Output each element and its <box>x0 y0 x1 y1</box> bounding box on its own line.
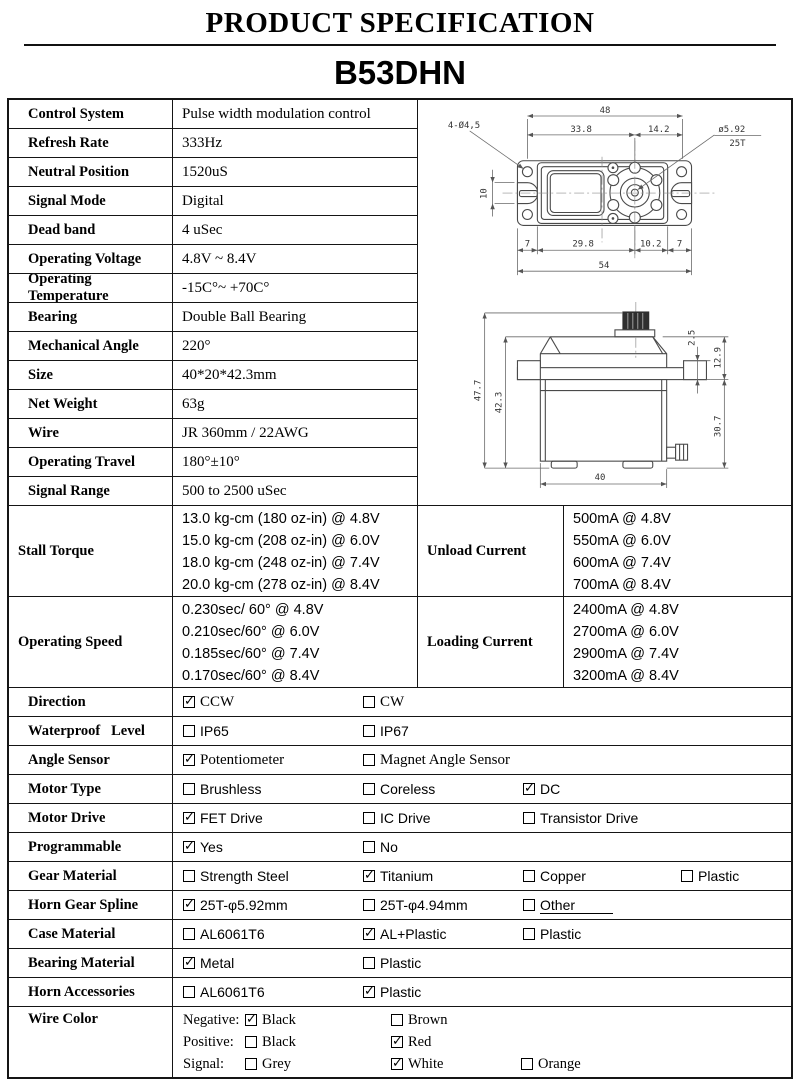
checkbox-option[interactable] <box>363 984 523 1000</box>
checkbox-icon[interactable]: ✓ <box>524 781 535 796</box>
option-label: Black <box>262 1011 296 1028</box>
checkbox-option[interactable] <box>363 926 523 942</box>
spec-value: 180°±10° <box>173 448 418 477</box>
option-label: No <box>380 839 398 855</box>
checkbox-icon[interactable] <box>183 725 195 737</box>
dimension-label: 2.5 <box>687 329 698 346</box>
spec-value-list <box>564 506 791 597</box>
checkbox-icon[interactable] <box>391 1014 403 1026</box>
option-group <box>173 833 791 862</box>
checkbox-option[interactable] <box>363 781 523 797</box>
spec-label: Unload Current <box>418 506 564 597</box>
spec-label: Waterproof Level <box>9 717 173 746</box>
checkbox-icon[interactable] <box>363 783 375 795</box>
checkbox-option[interactable] <box>183 984 363 1000</box>
option-label: Brushless <box>200 781 262 797</box>
option-label: 25T-φ5.92mm <box>200 897 288 913</box>
option-label: CW <box>380 693 405 710</box>
checkbox-option[interactable] <box>245 1056 391 1073</box>
spec-label: Angle Sensor <box>9 746 173 775</box>
checkbox-option[interactable] <box>245 1012 391 1029</box>
checkbox-icon[interactable]: ✓ <box>246 1012 257 1027</box>
checkbox-icon[interactable] <box>523 899 535 911</box>
option-label: Copper <box>540 868 586 884</box>
checkbox-option[interactable] <box>391 1012 521 1029</box>
checkbox-option[interactable] <box>183 810 363 826</box>
servo-technical-drawing <box>418 100 791 506</box>
model-name: B53DHN <box>333 54 467 91</box>
option-label: Potentiometer <box>200 751 285 768</box>
value-line: 2400mA @ 4.8V <box>573 602 679 618</box>
option-group <box>173 920 791 949</box>
spec-label: Bearing <box>9 303 173 332</box>
checkbox-option[interactable] <box>363 723 523 739</box>
checkbox-icon[interactable] <box>183 783 195 795</box>
option-group <box>173 717 791 746</box>
checkbox-icon[interactable] <box>363 725 375 737</box>
option-label: IP65 <box>200 723 229 739</box>
checkbox-option[interactable] <box>523 897 681 914</box>
value-line: 0.210sec/60° @ 6.0V <box>182 624 320 640</box>
dimension-label: 14.2 <box>647 124 670 135</box>
checkbox-icon[interactable] <box>363 696 375 708</box>
spec-value: Double Ball Bearing <box>173 303 418 332</box>
page-title: PRODUCT SPECIFICATION <box>205 7 595 39</box>
checkbox-option[interactable] <box>523 926 681 942</box>
option-label: Transistor Drive <box>540 810 639 826</box>
option-label: Metal <box>200 955 235 971</box>
option-label: Brown <box>408 1011 448 1028</box>
spec-value: 500 to 2500 uSec <box>173 477 418 506</box>
wire-color-section <box>9 1007 791 1077</box>
checkbox-icon[interactable] <box>363 812 375 824</box>
dimension-label: 10 <box>479 188 490 199</box>
checkbox-icon[interactable] <box>363 841 375 853</box>
option-label: Titanium <box>380 868 434 884</box>
spec-table <box>7 98 793 1079</box>
value-line: 700mA @ 8.4V <box>573 577 671 593</box>
checkbox-option[interactable] <box>245 1034 391 1051</box>
spec-label: Motor Type <box>9 775 173 804</box>
spec-label: Loading Current <box>418 597 564 688</box>
checkbox-icon[interactable] <box>183 986 195 998</box>
checkbox-option[interactable] <box>363 868 523 884</box>
checkbox-option[interactable] <box>183 955 363 971</box>
option-label: Red <box>408 1033 432 1050</box>
spec-label: Size <box>9 361 173 390</box>
value-line: 20.0 kg-cm (278 oz-in) @ 8.4V <box>182 577 380 593</box>
checkbox-icon[interactable] <box>363 957 375 969</box>
option-group <box>173 746 791 775</box>
dimension-label: 4-Ø4,5 <box>447 120 481 131</box>
option-label: IP67 <box>380 723 409 739</box>
dimension-label: 40 <box>594 473 606 484</box>
title-divider <box>24 44 776 46</box>
checkbox-icon[interactable] <box>681 870 693 882</box>
spec-label: Operating Speed <box>9 597 173 688</box>
checkbox-icon[interactable] <box>363 899 375 911</box>
spec-label: Stall Torque <box>9 506 173 597</box>
checkbox-option[interactable] <box>523 810 681 826</box>
option-label: IC Drive <box>380 810 431 826</box>
option-group <box>173 688 791 717</box>
value-line: 18.0 kg-cm (248 oz-in) @ 7.4V <box>182 555 380 571</box>
spec-value-list <box>173 597 418 688</box>
option-group <box>173 804 791 833</box>
checkbox-icon[interactable]: ✓ <box>184 955 195 970</box>
option-label: Plastic <box>380 955 422 971</box>
checkbox-icon[interactable] <box>523 812 535 824</box>
spec-label: Operating Temperature <box>9 274 173 303</box>
spec-value: 333Hz <box>173 129 418 158</box>
checkbox-icon[interactable] <box>523 870 535 882</box>
option-group <box>173 978 791 1007</box>
spec-label: Horn Accessories <box>9 978 173 1007</box>
checkbox-option[interactable] <box>681 868 791 884</box>
dimension-label: 48 <box>599 106 611 117</box>
spec-value-list <box>564 597 791 688</box>
option-group <box>173 949 791 978</box>
spec-value: 4.8V ~ 8.4V <box>173 245 418 274</box>
spec-value: 63g <box>173 390 418 419</box>
option-label: AL6061T6 <box>200 926 265 942</box>
dimension-label: ø5.92 <box>718 124 746 135</box>
spec-label: Case Material <box>9 920 173 949</box>
checkbox-icon[interactable]: ✓ <box>392 1056 403 1071</box>
dimension-label: 29.8 <box>572 239 594 250</box>
dimension-label: 47.7 <box>473 379 484 402</box>
dimension-label: 12.9 <box>713 346 724 369</box>
spec-label: Dead band <box>9 216 173 245</box>
option-label: AL6061T6 <box>200 984 265 1000</box>
spec-label: Motor Drive <box>9 804 173 833</box>
spec-value: Pulse width modulation control <box>173 100 418 129</box>
dimension-drawing-panel <box>418 100 791 506</box>
checkbox-icon[interactable]: ✓ <box>364 984 375 999</box>
dimension-label: 54 <box>598 261 610 272</box>
dimension-label: 25T <box>729 138 746 149</box>
side-view-drawing <box>474 302 729 488</box>
checkbox-icon[interactable] <box>363 754 375 766</box>
checkbox-option[interactable] <box>183 752 363 769</box>
value-line: 600mA @ 7.4V <box>573 555 671 571</box>
spec-label: Signal Range <box>9 477 173 506</box>
dimension-label: 7 <box>676 239 683 250</box>
value-line: 13.0 kg-cm (180 oz-in) @ 4.8V <box>182 511 380 527</box>
checkbox-icon[interactable] <box>183 870 195 882</box>
spec-label: Operating Voltage <box>9 245 173 274</box>
option-label: AL+Plastic <box>380 926 447 942</box>
checkbox-option[interactable] <box>363 694 523 711</box>
option-label: Yes <box>200 839 223 855</box>
checkbox-icon[interactable] <box>523 928 535 940</box>
spec-section <box>9 100 791 506</box>
spec-value: JR 360mm / 22AWG <box>173 419 418 448</box>
wire-color-line <box>183 1031 791 1053</box>
option-group <box>173 775 791 804</box>
option-label: Magnet Angle Sensor <box>380 751 510 768</box>
option-group <box>173 862 791 891</box>
spec-label: Net Weight <box>9 390 173 419</box>
spec-label: Refresh Rate <box>9 129 173 158</box>
performance-section <box>9 506 791 688</box>
spec-value-list <box>173 506 418 597</box>
spec-value: Digital <box>173 187 418 216</box>
spec-label: Gear Material <box>9 862 173 891</box>
checkbox-option[interactable] <box>183 839 363 855</box>
checkbox-option[interactable] <box>363 752 523 769</box>
option-label: Black <box>262 1033 296 1050</box>
dimension-label: 42.3 <box>494 391 505 414</box>
checkbox-option[interactable] <box>521 1056 581 1073</box>
checkbox-option[interactable] <box>183 781 363 797</box>
spec-label: Horn Gear Spline <box>9 891 173 920</box>
value-line: 500mA @ 4.8V <box>573 511 671 527</box>
spec-value: 40*20*42.3mm <box>173 361 418 390</box>
dimension-label: 7 <box>524 239 531 250</box>
spec-label: Direction <box>9 688 173 717</box>
option-label: Plastic <box>540 926 582 942</box>
option-label: White <box>408 1055 444 1072</box>
option-label: CCW <box>200 693 235 710</box>
spec-value: 220° <box>173 332 418 361</box>
value-line: 2700mA @ 6.0V <box>573 624 679 640</box>
checkbox-option[interactable] <box>523 868 681 884</box>
option-label: Grey <box>262 1055 291 1072</box>
checkbox-option[interactable] <box>363 810 523 826</box>
option-label: Plastic <box>380 984 422 1000</box>
wire-line-prefix: Negative: <box>183 1011 240 1028</box>
checkbox-icon[interactable] <box>521 1058 533 1070</box>
value-line: 3200mA @ 8.4V <box>573 668 679 684</box>
spec-value: 1520uS <box>173 158 418 187</box>
option-label: Other <box>540 897 613 914</box>
dimension-label: 33.8 <box>570 124 592 135</box>
checkbox-icon[interactable] <box>183 928 195 940</box>
checkbox-option[interactable] <box>363 897 523 913</box>
checkbox-option[interactable] <box>183 868 363 884</box>
wire-line-prefix: Signal: <box>183 1055 225 1072</box>
value-line: 0.170sec/60° @ 8.4V <box>182 668 320 684</box>
checkbox-icon[interactable] <box>245 1036 257 1048</box>
checkbox-icon[interactable]: ✓ <box>184 897 195 912</box>
spec-label: Neutral Position <box>9 158 173 187</box>
spec-label: Mechanical Angle <box>9 332 173 361</box>
checkbox-option[interactable] <box>363 955 523 971</box>
option-label: Orange <box>538 1055 581 1072</box>
value-line: 2900mA @ 7.4V <box>573 646 679 662</box>
value-line: 550mA @ 6.0V <box>573 533 671 549</box>
spec-label: Bearing Material <box>9 949 173 978</box>
checkbox-icon[interactable]: ✓ <box>364 868 375 883</box>
checkbox-option[interactable] <box>183 723 363 739</box>
checkbox-section <box>9 688 791 1007</box>
checkbox-option[interactable] <box>523 781 681 797</box>
checkbox-icon[interactable]: ✓ <box>184 839 195 854</box>
checkbox-option[interactable] <box>183 897 363 913</box>
checkbox-option[interactable] <box>183 694 363 711</box>
option-label: Coreless <box>380 781 436 797</box>
value-line: 0.185sec/60° @ 7.4V <box>182 646 320 662</box>
checkbox-icon[interactable]: ✓ <box>364 926 375 941</box>
option-label: Plastic <box>698 868 740 884</box>
checkbox-icon[interactable]: ✓ <box>392 1034 403 1049</box>
spec-value: 4 uSec <box>173 216 418 245</box>
dimension-label: 10.2 <box>639 239 662 250</box>
spec-label: Control System <box>9 100 173 129</box>
spec-label: Wire <box>9 419 173 448</box>
checkbox-option[interactable] <box>391 1034 521 1051</box>
wire-line-prefix: Positive: <box>183 1033 234 1050</box>
value-line: 0.230sec/ 60° @ 4.8V <box>182 602 324 618</box>
option-group <box>173 891 791 920</box>
checkbox-icon[interactable]: ✓ <box>184 752 195 767</box>
checkbox-icon[interactable]: ✓ <box>184 694 195 709</box>
checkbox-icon[interactable] <box>245 1058 257 1070</box>
wire-color-lines <box>173 1007 791 1077</box>
spec-label: Programmable <box>9 833 173 862</box>
top-view-drawing <box>448 106 761 275</box>
value-line: 15.0 kg-cm (208 oz-in) @ 6.0V <box>182 533 380 549</box>
option-label: 25T-φ4.94mm <box>380 897 468 913</box>
spec-label: Signal Mode <box>9 187 173 216</box>
checkbox-option[interactable] <box>391 1056 521 1073</box>
checkbox-option[interactable] <box>183 926 363 942</box>
option-label: FET Drive <box>200 810 263 826</box>
checkbox-icon[interactable]: ✓ <box>184 810 195 825</box>
wire-color-line <box>183 1053 791 1075</box>
spec-label: Wire Color <box>9 1007 173 1077</box>
spec-label: Operating Travel <box>9 448 173 477</box>
dimension-label: 30.7 <box>713 415 724 438</box>
spec-value: -15C°~ +70C° <box>173 274 418 303</box>
option-label: Strength Steel <box>200 868 289 884</box>
wire-color-line <box>183 1009 791 1031</box>
option-label: DC <box>540 781 561 797</box>
checkbox-option[interactable] <box>363 839 523 855</box>
